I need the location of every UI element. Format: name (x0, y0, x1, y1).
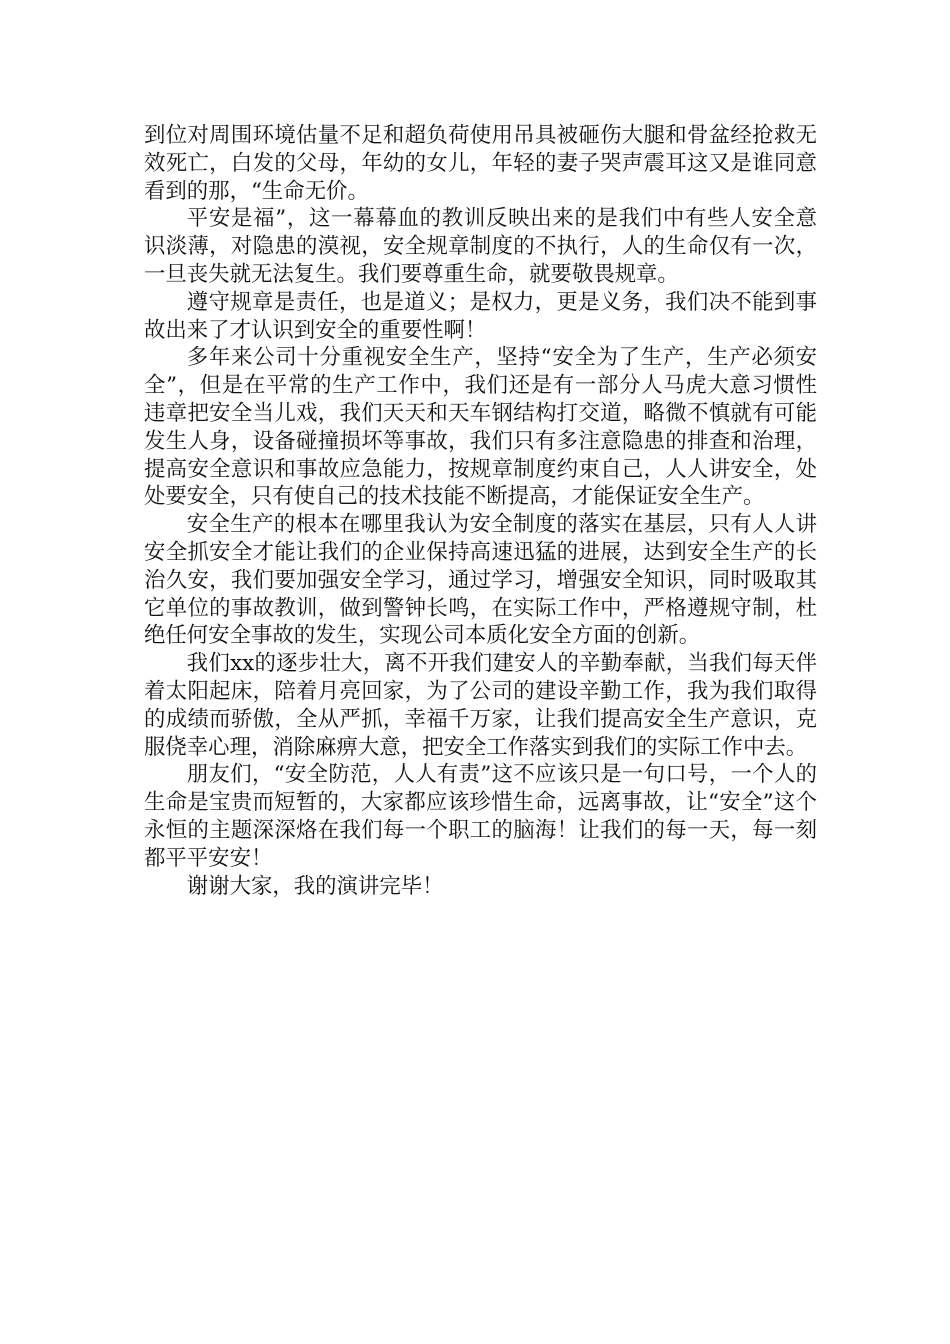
paragraph-6: 我们xx的逐步壮大，离不开我们建安人的辛勤奉献，当我们每天伴着太阳起床，陪着月亮回家，为了公司的建设辛勤工作，我为我们取得的成绩而骄傲，全从严抓，幸福千万家，让我们提高安全生产意识，克服侥幸心理，消除麻痹大意，把安全工作落实到我们的实际工作中去。 (144, 651, 817, 760)
paragraph-7: 朋友们，“安全防范，人人有责”这不应该只是一句口号，一个人的生命是宝贵而短暂的，大家都应该珍惜生命，远离事故，让“安全”这个永恒的主题深深烙在我们每一个职工的脑海！让我们的每一天，每一刻都平平安安！ (144, 762, 817, 871)
paragraph-2: 平安是福”，这一幕幕血的教训反映出来的是我们中有些人安全意识淡薄，对隐患的漠视，安全规章制度的不执行，人的生命仅有一次，一旦丧失就无法复生。我们要尊重生命，就要敬畏规章。 (144, 206, 817, 287)
paragraph-8: 谢谢大家，我的演讲完毕！ (186, 873, 444, 899)
paragraph-5: 安全生产的根本在哪里我认为安全制度的落实在基层，只有人人讲安全抓安全才能让我们的企业保持高速迅猛的进展，达到安全生产的长治久安，我们要加强安全学习，通过学习，增强安全知识，同时吸取其它单位的事故教训，做到警钟长鸣，在实际工作中，严格遵规守制，杜绝任何安全事故的发生，实现公司本质化安全方面的创新。 (144, 512, 817, 649)
paragraph-1: 到位对周围环境估量不足和超负荷使用吊具被砸伤大腿和骨盆经抢救无效死亡，白发的父母，年幼的女儿，年轻的妻子哭声震耳这又是谁同意看到的那，“生命无价。 (144, 123, 817, 204)
paragraph-4: 多年来公司十分重视安全生产，坚持“安全为了生产，生产必须安全”，但是在平常的生产工作中，我们还是有一部分人马虎大意习惯性违章把安全当儿戏，我们天天和天车钢结构打交道，略微不慎就有可能发生人身，设备碰撞损坏等事故，我们只有多注意隐患的排查和治理，提高安全意识和事故应急能力，按规章制度约束自己，人人讲安全，处处要安全，只有使自己的技术技能不断提高，才能保证安全生产。 (144, 345, 817, 510)
document-body (144, 122, 817, 900)
paragraph-3: 遵守规章是责任，也是道义；是权力，更是义务，我们决不能到事故出来了才认识到安全的重要性啊！ (144, 289, 817, 343)
